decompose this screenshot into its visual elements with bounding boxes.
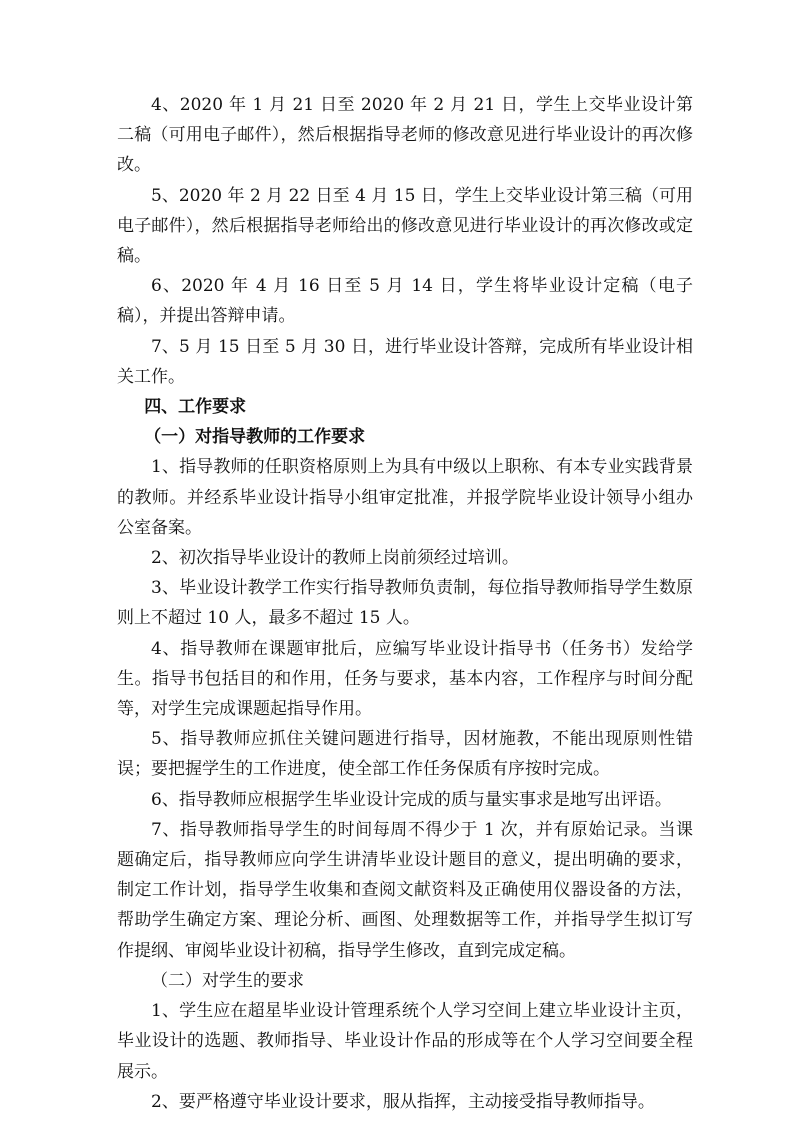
teacher-requirement-4: 4、指导教师在课题审批后，应编写毕业设计指导书（任务书）发给学生。指导书包括目的和作用，任务与要求，基本内容，工作程序与时间分配等，对学生完成课题起指导作用。 (117, 638, 693, 720)
teacher-requirement-2: 2、初次指导毕业设计的教师上岗前须经过培训。 (151, 548, 519, 569)
teacher-requirement-6: 6、指导教师应根据学生毕业设计完成的质与量实事求是地写出评语。 (151, 789, 672, 810)
subheading-teacher-requirements: （一）对指导教师的工作要求 (144, 427, 366, 448)
student-requirement-1: 1、学生应在超星毕业设计管理系统个人学习空间上建立毕业设计主页，毕业设计的选题、教师指导、毕业设计作品的形成等在个人学习空间要全程展示。 (117, 1001, 693, 1082)
schedule-item-6: 6、2020 年 4 月 16 日至 5 月 14 日，学生将毕业设计定稿（电子稿），并提出答辩申请。 (117, 276, 693, 327)
teacher-requirement-7: 7、指导教师指导学生的时间每周不得少于 1 次，并有原始记录。当课题确定后，指导教师应向学生讲清毕业设计题目的意义，提出明确的要求，制定工作计划，指导学生收集和查阅文献资料及正确使用仪器设备的方法，帮助学生确定方案、理论分析、画图、处理数据等工作，并指导学生拟订写作提纲、审阅毕业设计初稿，指导学生修改，直到完成定稿。 (117, 819, 693, 961)
schedule-item-5: 5、2020 年 2 月 22 日至 4 月 15 日，学生上交毕业设计第三稿（可用电子邮件），然后根据指导老师给出的修改意见进行毕业设计的再次修改或定稿。 (117, 185, 693, 267)
subheading-student-requirements: （二）对学生的要求 (151, 970, 304, 991)
teacher-requirement-3: 3、毕业设计教学工作实行指导教师负责制，每位指导教师指导学生数原则上不超过 10 人，最多不超过 15 人。 (117, 578, 693, 629)
teacher-requirement-5: 5、指导教师应抓住关键问题进行指导，因材施教，不能出现原则性错误；要把握学生的工作进度，使全部工作任务保质有序按时完成。 (117, 729, 693, 780)
teacher-requirement-1: 1、指导教师的任职资格原则上为具有中级以上职称、有本专业实践背景的教师。并经系毕业设计指导小组审定批准，并报学院毕业设计领导小组办公室备案。 (117, 457, 693, 538)
student-requirement-2: 2、要严格遵守毕业设计要求，服从指挥，主动接受指导教师指导。 (151, 1091, 655, 1112)
schedule-item-4: 4、2020 年 1 月 21 日至 2020 年 2 月 21 日，学生上交毕业设计第二稿（可用电子邮件），然后根据指导老师的修改意见进行毕业设计的再次修改。 (117, 95, 693, 176)
schedule-item-7: 7、5 月 15 日至 5 月 30 日，进行毕业设计答辩，完成所有毕业设计相关工作。 (117, 336, 693, 387)
section-heading-work-requirements: 四、工作要求 (144, 397, 247, 418)
document-body (117, 90, 693, 1117)
